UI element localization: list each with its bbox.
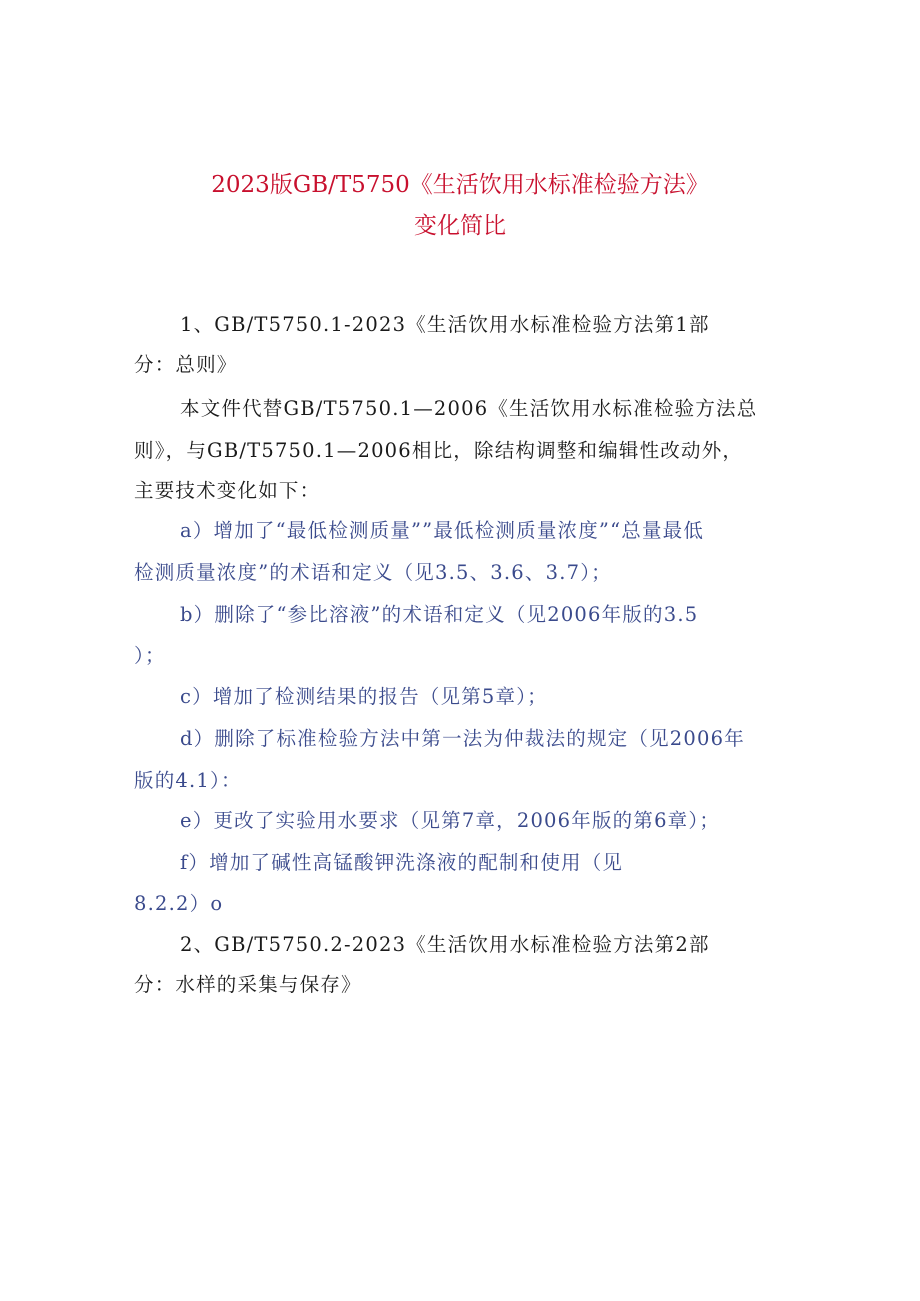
change-item-d-cont: 版的4.1）：: [134, 769, 242, 792]
document-title: 2023版GB/T5750《生活饮用水标准检验方法》: [211, 172, 709, 198]
change-item-d: d）删除了标准检验方法中第一法为仲裁法的规定（见2006年: [180, 727, 745, 750]
section1-intro-line3: 主要技术变化如下：: [134, 479, 321, 502]
change-item-b: b）删除了“参比溶液”的术语和定义（见2006年版的3.5: [180, 603, 699, 626]
change-item-a: a）增加了“最低检测质量””最低检测质量浓度”“总量最低: [180, 519, 705, 542]
section1-heading-cont: 分：总则》: [134, 353, 238, 376]
change-item-a-cont: 检测质量浓度”的术语和定义（见3.5、3.6、3.7）；: [134, 561, 612, 584]
change-item-f: f）增加了碱性高锰酸钾洗涤液的配制和使用（见: [180, 851, 624, 874]
section1-heading: 1、GB/T5750.1-2023《生活饮用水标准检验方法第1部: [180, 313, 710, 336]
change-item-c: c）增加了检测结果的报告（见第5章）；: [180, 685, 548, 708]
document-subtitle: 变化简比: [414, 213, 506, 239]
change-item-b-cont: ）；: [134, 644, 166, 667]
section1-intro: 本文件代替GB/T5750.1—2006《生活饮用水标准检验方法总: [180, 397, 758, 420]
change-item-f-cont: 8.2.2）o: [134, 892, 224, 915]
change-item-e: e）更改了实验用水要求（见第7章，2006年版的第6章）；: [180, 809, 721, 832]
section1-intro-line2: 则》，与GB/T5750.1—2006相比，除结构调整和编辑性改动外，: [134, 439, 744, 462]
section2-heading-cont: 分：水样的采集与保存》: [134, 973, 362, 996]
section2-heading: 2、GB/T5750.2-2023《生活饮用水标准检验方法第2部: [180, 933, 710, 956]
